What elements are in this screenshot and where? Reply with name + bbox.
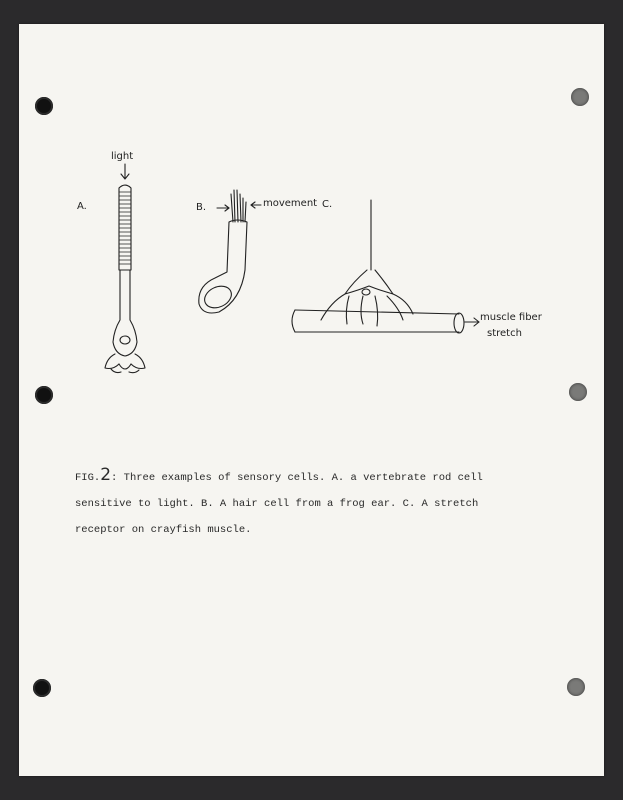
- caption-line-1: [75, 462, 535, 491]
- panel-label-c: C.: [322, 199, 333, 210]
- annotation-movement: movement: [263, 198, 318, 209]
- panel-label-a: A.: [77, 201, 87, 212]
- hair-cell-drawing: [199, 190, 261, 313]
- panel-label-b: B.: [196, 202, 207, 213]
- caption-line-3: receptor on crayfish muscle.: [75, 524, 252, 536]
- caption-line-2: sensitive to light. B. A hair cell from a frog ear. C. A stretch: [75, 498, 479, 510]
- caption-line-1-text: : Three examples of sensory cells. A. a vertebrate rod cell: [111, 472, 483, 484]
- stretch-receptor-drawing: [292, 200, 479, 333]
- figure-caption: [75, 462, 535, 543]
- caption-figure-number: 2: [100, 465, 112, 485]
- annotation-muscle-fiber: muscle fiber: [480, 312, 542, 323]
- annotation-light: light: [111, 151, 134, 162]
- document-page: [19, 24, 604, 776]
- annotation-stretch: stretch: [487, 328, 522, 339]
- caption-prefix: FIG.: [75, 472, 101, 484]
- sensory-cells-drawing: [19, 24, 604, 776]
- rod-cell-drawing: [105, 164, 145, 373]
